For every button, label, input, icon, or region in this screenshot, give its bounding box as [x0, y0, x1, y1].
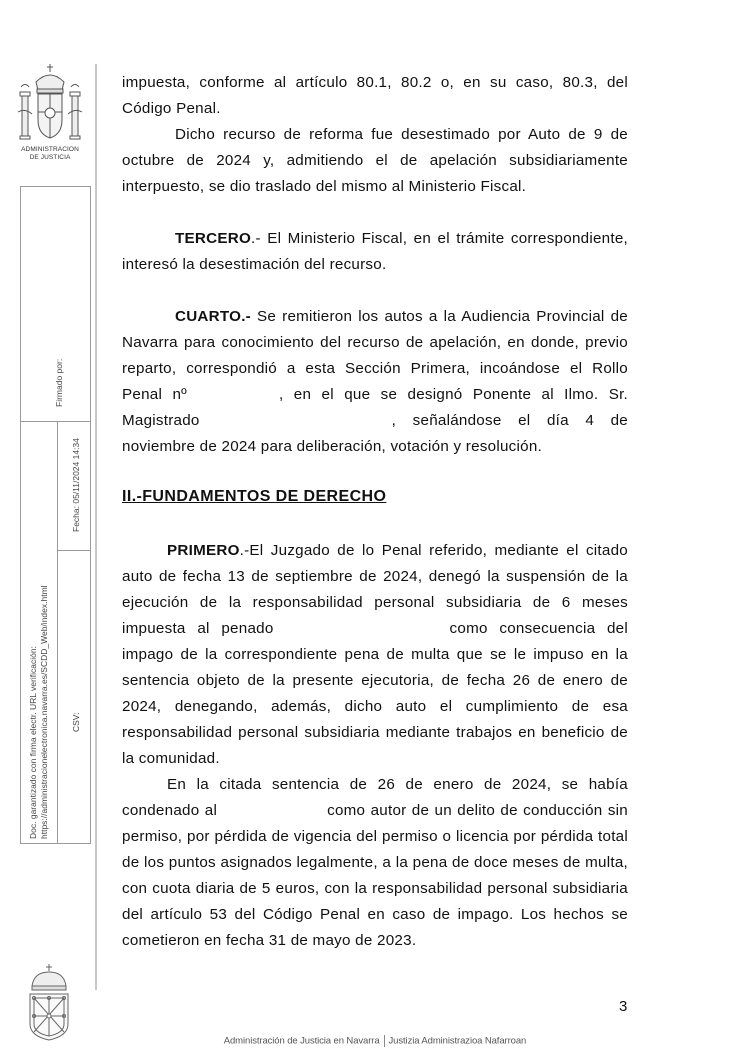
tercero-text: .- El Ministerio Fiscal, en el trámite correspondiente, interesó la desestimación del recurso.: [122, 230, 628, 273]
divider: [21, 421, 90, 422]
verification-url[interactable]: https://administracionelectronica.navarra.es/SCDD_Web/index.html: [39, 585, 49, 839]
spain-coat-of-arms-icon: [10, 60, 90, 160]
paragraph: Dicho recurso de reforma fue desestimado por Auto de 9 de octubre de 2024 y, admitiendo el de apelación subsidiariamente interpuesto, se dio traslado del mismo al Ministerio Fiscal.: [122, 126, 628, 195]
signature-panel: [20, 186, 91, 844]
margin-rule: [95, 64, 97, 990]
footer-separator: [384, 1035, 385, 1047]
paragraph: [122, 772, 628, 954]
cuarto-text: , en el que se designó Ponente al Ilmo. Sr. Magistrado: [122, 386, 629, 429]
footer-right-text: Justizia Administrazioa Nafarroan: [388, 1035, 527, 1047]
signature-date: Fecha: 05/11/2024 14:34: [71, 438, 81, 532]
primero-text: como consecuencia del impago de la correspondiente pena de multa que se le impuso en la sentencia objeto de la presente ejecutoria, de fecha 26 de enero de 2024, denegando, además, dicho auto el cumplimiento de esa responsabilidad personal subsidiaria mediante trabajos en beneficio de la comunidad.: [122, 620, 628, 767]
divider: [57, 421, 58, 843]
footer-left-text: Administración de Justicia en Navarra: [223, 1035, 380, 1047]
cuarto-text: Se remitieron los autos a la Audiencia Provincial de Navarra para conocimiento del recurso de apelación, en donde, previo reparto, correspondió a esta Sección Primera, incoándose el Rollo Penal nº: [122, 308, 628, 403]
navarra-coat-of-arms-icon: [24, 962, 74, 1042]
caption-line-2: DE JUSTICIA: [29, 154, 71, 161]
logo-caption: [8, 146, 92, 162]
tercero-heading: TERCERO: [175, 230, 252, 247]
csv-label: CSV:: [71, 712, 81, 732]
paragraph: impuesta, conforme al artículo 80.1, 80.2 o, en su caso, 80.3, del Código Penal.: [122, 74, 628, 117]
page-number: 3: [619, 998, 628, 1015]
paragraph-tercero: [122, 226, 628, 278]
cuarto-heading: CUARTO.-: [175, 308, 251, 325]
paragraph-primero: [122, 538, 628, 772]
footer: [0, 1035, 750, 1047]
paragraph-text: como autor de un delito de conducción sin permiso, por pérdida de vigencia del permiso o licencia por pérdida total de los puntos asignados legalmente, a la pena de doce meses de multa, con cuota diaria de 5 euros, con la responsabilidad personal subsidiaria del artículo 53 del Código Penal en caso de impago. Los hechos se cometieron en fecha 31 de mayo de 2023.: [122, 802, 628, 949]
primero-text: .-El Juzgado de lo Penal referido, mediante el citado auto de fecha 13 de septiembre de 2024, denegó la suspensión de la ejecución de la responsabilidad personal subsidiaria de 6 meses impuesta al penado: [122, 542, 628, 637]
paragraph-text: En la citada sentencia de 26 de enero de 2024, se había condenado al: [122, 776, 628, 819]
cuarto-text: , señalándose el día 4 de noviembre de 2024 para deliberación, votación y resolución.: [122, 412, 628, 455]
verification-text: [28, 585, 50, 839]
divider: [57, 550, 90, 551]
section-title: II.-FUNDAMENTOS DE DERECHO: [122, 488, 387, 505]
document-body: [122, 70, 628, 954]
primero-heading: PRIMERO: [167, 542, 240, 559]
caption-line-1: ADMINISTRACION: [21, 146, 79, 153]
signed-by-label: Firmado por:: [54, 358, 64, 407]
paragraph-cuarto: [122, 304, 628, 460]
verification-line-1: Doc. garantizado con firma electr. URL verificación:: [28, 646, 38, 839]
